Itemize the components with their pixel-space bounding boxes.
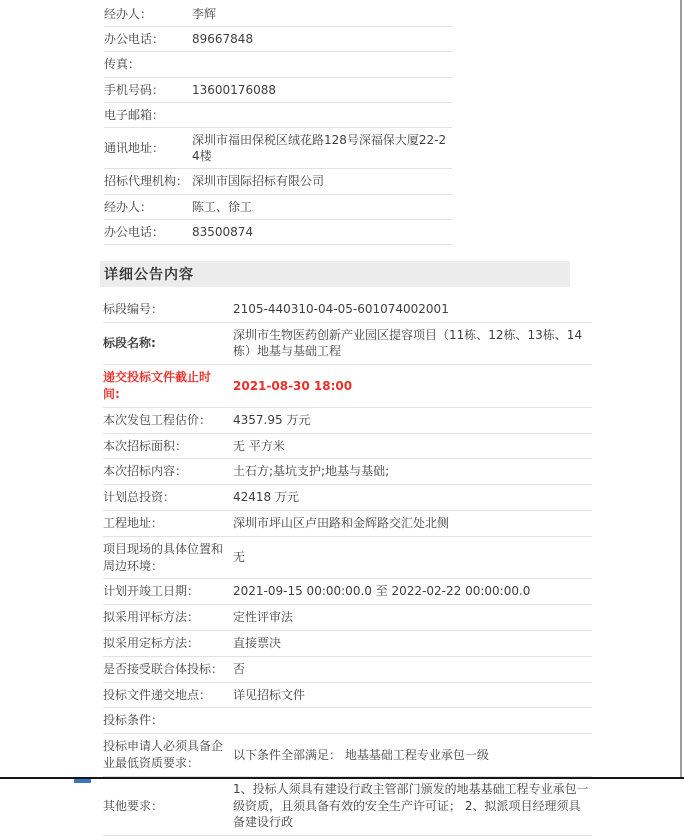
table-row — [103, 605, 592, 631]
table-row — [104, 102, 452, 127]
row-label: 招标代理机构： — [104, 169, 192, 194]
table-row — [103, 297, 592, 322]
table-row — [103, 485, 592, 511]
table-row — [103, 682, 592, 708]
table-row — [103, 776, 592, 835]
row-value: 2021-08-30 18:00 — [233, 365, 592, 408]
table-row — [103, 536, 592, 579]
row-label: 本次招标面积： — [103, 433, 233, 459]
row-value: 42418 万元 — [233, 485, 592, 511]
row-label: 本次招标内容： — [103, 459, 233, 485]
table-row — [103, 322, 592, 365]
row-label: 拟采用定标方法： — [103, 631, 233, 657]
row-value: 2105-440310-04-05-601074002001 — [233, 297, 592, 322]
row-value: 陈工、徐工 — [192, 194, 452, 219]
row-value: 以下条件全部满足： 地基基础工程专业承包一级 — [233, 734, 592, 777]
row-label: 通讯地址： — [104, 127, 192, 168]
table-row — [103, 459, 592, 485]
row-value: 无 平方米 — [233, 433, 592, 459]
row-value: 详见招标文件 — [233, 682, 592, 708]
row-value: 83500874 — [192, 219, 452, 244]
blue-marker — [74, 779, 91, 783]
table-row — [104, 194, 452, 219]
row-value: 89667848 — [192, 27, 452, 52]
row-value: 定性评审法 — [233, 605, 592, 631]
row-value: 直接票决 — [233, 631, 592, 657]
row-value: 13600176088 — [192, 77, 452, 102]
row-label: 递交投标文件截止时间: — [103, 365, 233, 408]
row-label: 办公电话： — [104, 219, 192, 244]
row-value — [233, 708, 592, 734]
row-label: 其他要求： — [103, 776, 233, 835]
row-label: 计划开竣工日期： — [103, 579, 233, 605]
row-label: 经办人： — [104, 194, 192, 219]
table-row — [104, 127, 452, 168]
window-bottom-border — [0, 777, 684, 779]
table-row — [103, 656, 592, 682]
row-label: 传真： — [104, 52, 192, 77]
row-value: 2021-09-15 00:00:00.0 至 2022-02-22 00:00:00.0 — [233, 579, 592, 605]
row-value: 深圳市生物医药创新产业园区提容项目（11栋、12栋、13栋、14栋）地基与基础工程 — [233, 322, 592, 365]
announcement-detail-table — [103, 297, 592, 836]
row-label: 手机号码： — [104, 77, 192, 102]
window-right-border — [680, 0, 682, 778]
section-header — [100, 261, 570, 287]
row-value: 否 — [233, 656, 592, 682]
table-row — [103, 734, 592, 777]
row-value: 深圳市坪山区卢田路和金辉路交汇处北侧 — [233, 511, 592, 537]
table-row — [104, 169, 452, 194]
row-label: 是否接受联合体投标： — [103, 656, 233, 682]
table-row — [104, 2, 452, 27]
row-value — [192, 52, 452, 77]
table-row — [103, 433, 592, 459]
table-row — [104, 52, 452, 77]
row-label: 办公电话： — [104, 27, 192, 52]
row-value: 李辉 — [192, 2, 452, 27]
table-row — [103, 708, 592, 734]
table-row — [103, 365, 592, 408]
row-label: 项目现场的具体位置和周边环境： — [103, 536, 233, 579]
row-value: 1、投标人须具有建设行政主管部门颁发的地基基础工程专业承包一级资质，且须具备有效的安全生产许可证； 2、拟派项目经理须具备建设行政 — [233, 776, 592, 835]
row-label: 拟采用评标方法： — [103, 605, 233, 631]
row-value: 无 — [233, 536, 592, 579]
row-label: 标段编号： — [103, 297, 233, 322]
table-row — [103, 511, 592, 537]
contact-info-table — [104, 2, 452, 245]
row-label: 本次发包工程估价： — [103, 407, 233, 433]
table-row — [103, 407, 592, 433]
row-label: 投标申请人必须具备企业最低资质要求： — [103, 734, 233, 777]
row-label: 标段名称: — [103, 322, 233, 365]
row-value: 深圳市福田保税区绒花路128号深福保大厦22-24楼 — [192, 127, 452, 168]
row-value — [192, 102, 452, 127]
table-row — [103, 631, 592, 657]
section-title: 详细公告内容 — [104, 266, 194, 283]
table-row — [103, 579, 592, 605]
row-value: 深圳市国际招标有限公司 — [192, 169, 452, 194]
row-label: 投标文件递交地点： — [103, 682, 233, 708]
table-row — [104, 27, 452, 52]
row-label: 计划总投资： — [103, 485, 233, 511]
row-label: 投标条件： — [103, 708, 233, 734]
row-value: 土石方;基坑支护;地基与基础; — [233, 459, 592, 485]
row-label: 工程地址： — [103, 511, 233, 537]
row-value: 4357.95 万元 — [233, 407, 592, 433]
row-label: 电子邮箱： — [104, 102, 192, 127]
table-row — [104, 219, 452, 244]
table-row — [104, 77, 452, 102]
row-label: 经办人： — [104, 2, 192, 27]
